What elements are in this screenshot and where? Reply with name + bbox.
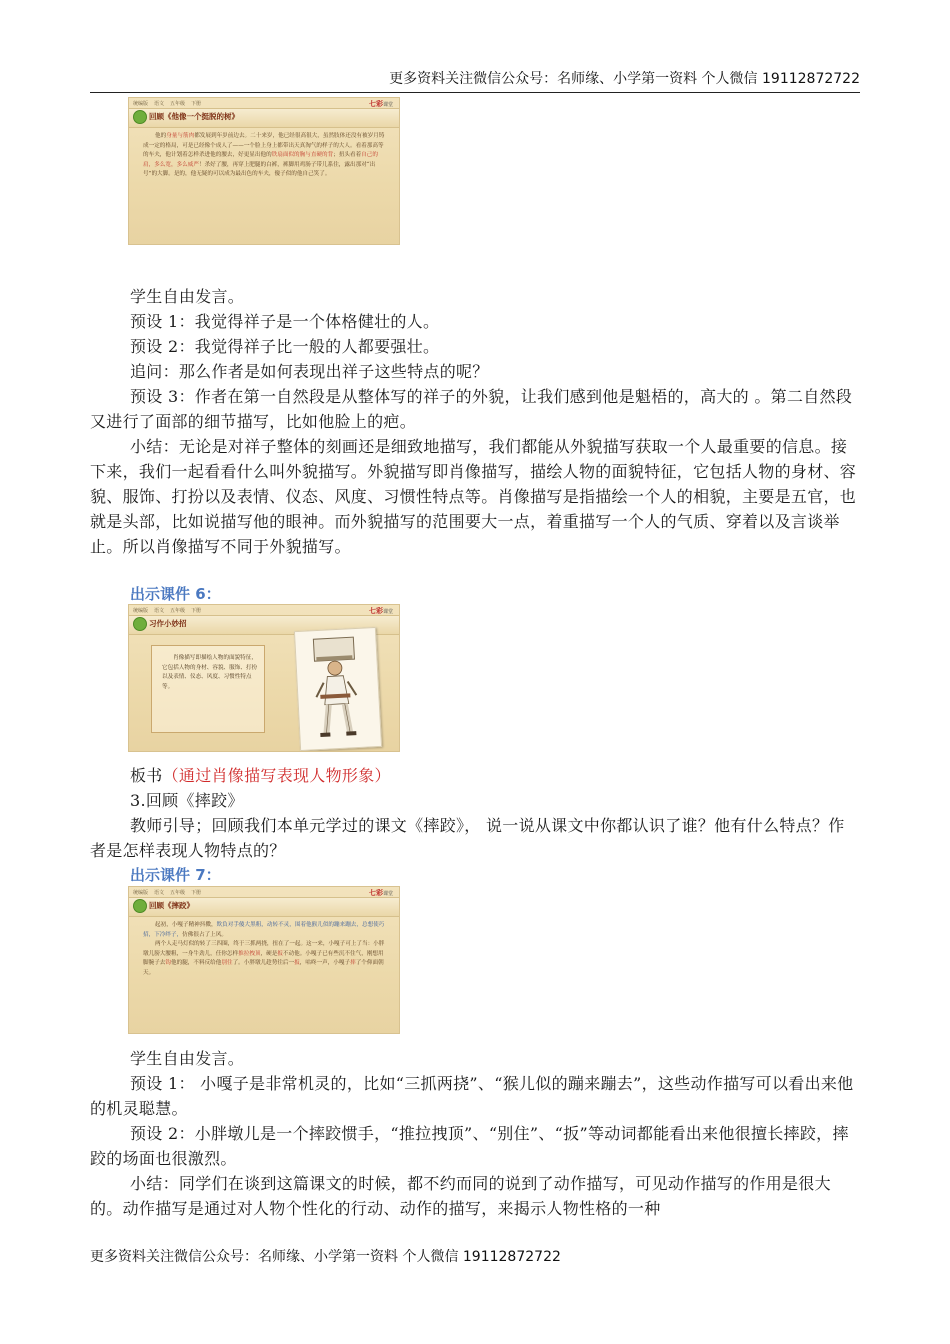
body-block-3: [90, 1046, 860, 1221]
slide-image-2: [128, 604, 400, 752]
slide-image-3: [128, 886, 400, 1034]
paragraph: 教师引导；回顾我们本单元学过的课文《摔跤》， 说一说从课文中你都认识了谁？他有什么特点？作者是怎样表现人物特点的？: [90, 816, 845, 860]
paragraph: 追问：那么作者是如何表现出祥子这些特点的呢？: [130, 362, 489, 381]
leaf-badge-icon: [133, 617, 147, 631]
courseware-caption-6: 出示课件 6：: [130, 585, 221, 603]
paragraph: 小结：无论是对祥子整体的刻画还是细致地描写，我们都能从外貌描写获取一个人最重要的信息。接下来，我们一起看看什么叫外貌描写。外貌描写即肖像描写，描绘人物的面貌特征，它包括人物的身材、容貌、服饰、打扮以及表情、仪态、风度、习惯性特点等。肖像描写是指描绘一个人的相貌，主要是五官，也就是头部，比如说描写他的眼神。而外貌描写的范围要大一点，着重描写一个人的气质、穿着以及言谈举止。所以肖像描写不同于外貌描写。: [90, 437, 857, 556]
leaf-badge-icon: [133, 899, 147, 913]
body-block-1: [90, 284, 860, 559]
character-illustration: [294, 627, 382, 751]
leaf-badge-icon: [133, 110, 147, 124]
paragraph: 预设 1：我觉得祥子是一个体格健壮的人。: [130, 312, 440, 331]
paragraph: 预设 3：作者在第一自然段是从整体写的祥子的外貌，让我们感到他是魁梧的，高大的 。第二自然段又进行了面部的细节描写，比如他脸上的疤。: [90, 387, 853, 431]
slide-body: 起初，小嘎子精神抖擞，欺負对手傻大黑粗，动转不灵，围着他猴儿似的蹦来蹦去，总想使巧招，下冷绊子，仿佛很占了上风。 两个人走马灯似的转了三四圈，终于三抓两挠，扭在了一起。这一来，小嘎子可上了当：小胖墩儿膀大腰粗，一身牛劲儿，任你怎样推拉拽顶，硬是扳不动他。小嘎子已有些沉不住气，刚想用脚腕子去钩他的腿，不料反给他别住了。小胖墩儿趁势往后一扳，咕咚一声，小嘎子摔了个仰面朝天。: [143, 922, 385, 976]
paragraph: 学生自由发言。: [130, 287, 245, 306]
slide-body: 他的身量与筋肉都发展到年岁前边去。二十来岁，他已经很高很大，虽然肢体还没有被岁月铸成一定的格局，可是已经像个成人了——一个脸上身上都带出天真淘气的样子的大人。看着那高等的车夫，他计划着怎样杀进他的腰去，好更显出他的铁扇面似的胸与直硬的背；扭头看着自己的肩，多么宽，多么威严！杀好了腰，再穿上肥腿的白裤，裤脚用鸡肠子带儿系住，露出那对“出号”的大脚。是的，他无疑的可以成为最出色的车夫，傻子似的他自己笑了。: [143, 133, 385, 178]
slide-nav: 统编版 语文 五年级 下册: [133, 101, 202, 107]
paragraph: 预设 2：我觉得祥子比一般的人都要强壮。: [130, 337, 440, 356]
rickshaw-puller-icon: [295, 628, 381, 750]
body-block-2: [90, 763, 860, 863]
board-writing: 板书（通过肖像描写表现人物形象）: [130, 766, 391, 785]
page-footer: 更多资料关注微信公众号：名师缘、小学第一资料 个人微信 19112872722: [90, 1249, 561, 1265]
paragraph: 小结：同学们在谈到这篇课文的时候，都不约而同的说到了动作描写，可见动作描写的作用是很大的。动作描写是通过对人物个性化的行动、动作的描写，来揭示人物性格的一种: [90, 1174, 831, 1218]
slide-nav: 统编版 语文 五年级 下册: [133, 890, 202, 896]
slide-nav: 统编版 语文 五年级 下册: [133, 608, 202, 614]
slide-image-1: [128, 97, 400, 245]
slide-title: 习作小妙招: [149, 619, 187, 628]
slide-logo: 七彩课堂: [368, 889, 393, 897]
board-writing-highlight: （通过肖像描写表现人物形象）: [162, 766, 391, 785]
slide-title: 回顾《摔跤》: [149, 901, 194, 910]
paragraph: 学生自由发言。: [130, 1049, 245, 1068]
slide-logo: 七彩课堂: [368, 607, 393, 615]
page-header: 更多资料关注微信公众号：名师缘、小学第一资料 个人微信 19112872722: [90, 68, 860, 93]
paragraph: 预设 2：小胖墩儿是一个摔跤惯手，“推拉拽顶”、“别住”、“扳”等动词都能看出来他很擅长摔跤，摔跤的场面也很激烈。: [90, 1124, 849, 1168]
paragraph: 预设 1： 小嘎子是非常机灵的，比如“三抓两挠”、“猴儿似的蹦来蹦去”，这些动作描写可以看出来他的机灵聪慧。: [90, 1074, 854, 1118]
tip-text: 肖像描写即描绘人物的面貌特征，它包括人物的身材、容貌、服饰、打扮以及表情、仪态、风度、习惯性特点等。: [162, 655, 258, 690]
slide-logo: 七彩课堂: [368, 100, 393, 108]
courseware-caption-7: 出示课件 7：: [130, 866, 221, 884]
tip-box: [151, 645, 265, 733]
slide-title: 回顾《他像一个挺脱的树》: [149, 112, 239, 121]
section-heading: 3.回顾《摔跤》: [130, 791, 244, 810]
